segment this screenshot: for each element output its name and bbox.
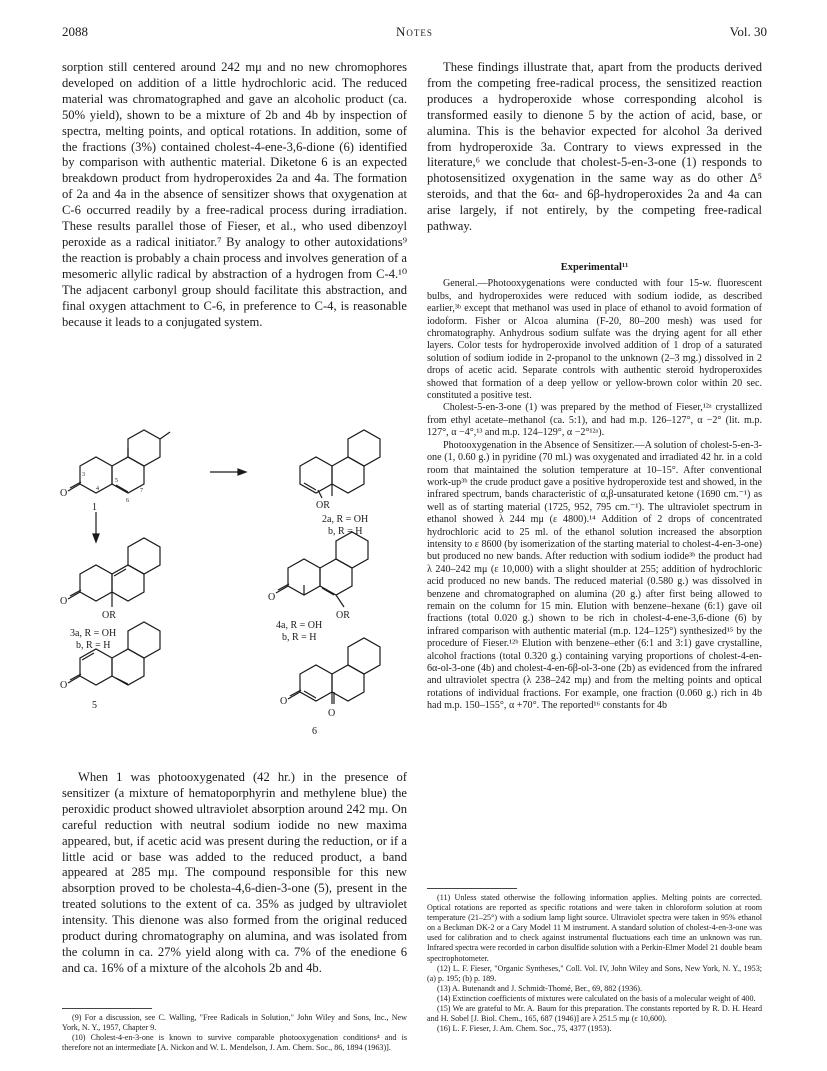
compound-3b-label: b, R = H xyxy=(76,640,111,651)
left-footnotes xyxy=(62,1013,407,1053)
footnote: (12) L. F. Fieser, "Organic Syntheses," Coll. Vol. IV, John Wiley and Sons, New York, N. Y., 1953; (a) p. 195; (b) p. 189. xyxy=(427,963,762,983)
paragraph: Cholest-5-en-3-one (1) was prepared by the method of Fieser,¹²ᵃ crystallized from ethyl acetate–methanol (ca. 5:1), and had m.p. 126–127°, α −2° (lit. m.p. 127°, α −4°,¹³ and m.p. 124–129°, α −2°¹²ᵃ). xyxy=(427,402,762,439)
footnote-rule xyxy=(427,888,517,889)
footnote: (11) Unless stated otherwise the following information applies. Melting points are corrected. Optical rotations are reported as specific rotations and were taken in chloroform solution at room temperature (21–25°) with a sodium lamp light source. Ultraviolet spectra were taken in 95% ethanol on a Beckman DK-2 or a Cary Model 11 M instrument. A standard solution of cholest-4-en-3-one was used for calibration and to check against instrumental fluctuations each time an unknown was run. Infrared spectra were recorded in carbon disulfide solution with a Perkin-Elmer Model 21 double beam spectrophotometer. xyxy=(427,893,762,963)
compound-5-label: 5 xyxy=(92,700,97,711)
atom-label-5: 5 xyxy=(115,478,118,484)
atom-label-o: O xyxy=(280,696,288,707)
right-footnotes xyxy=(427,893,762,1034)
compound-6-structure xyxy=(288,638,380,704)
compound-4a-label: 4a, R = OH xyxy=(276,620,323,631)
compound-4b-label: b, R = H xyxy=(282,632,317,643)
footnote: (16) L. F. Fieser, J. Am. Chem. Soc., 75, 4377 (1953). xyxy=(437,1024,612,1034)
section-heading: Experimental¹¹ xyxy=(560,262,629,273)
compound-1-label: 1 xyxy=(92,502,97,513)
footnote: (13) A. Butenandt and J. Schmidt-Thomé, Ber., 69, 882 (1936). xyxy=(437,983,643,993)
paragraph: General.—Photooxygenations were conducted with four 15-w. fluorescent bulbs, and hydroperoxides were reduced with sodium iodide, as described earlier,³ᵇ except that methanol was used in place of ethanol to avoid formation of iodoform. Fisher or Alcoa alumina (F-20, 80–200 mesh) was used for chromatography. Anhydrous sodium sulfate was the drying agent for all ether layers. Color tests for hydroperoxide involved addition of 1 drop of a saturated solution of sodium iodide in 2-propanol to the unknown (2–3 mg.) dissolved in 2 drops of acetic acid. Separate controls with authentic steroid hydroperoxides showed that formation of a deep yellow or yellow-brown color within 20 sec. constituted a positive test. xyxy=(427,278,762,402)
section-title: Notes xyxy=(396,24,433,39)
compound-1-structure xyxy=(68,430,170,493)
compound-3a-label: 3a, R = OH xyxy=(70,628,117,639)
page-header xyxy=(62,24,767,42)
page-number: 2088 xyxy=(62,24,88,39)
atom-label-or: OR xyxy=(336,610,350,621)
atom-label-o: O xyxy=(60,488,68,499)
footnote: (10) Cholest-4-en-3-one is known to survive comparable photooxygenation conditions⁴ and is therefore not an intermediate [A. Nickon and W. L. Mendelson, J. Am. Chem. Soc., 86, 1894 (1963)]. xyxy=(62,1033,407,1053)
atom-label-or: OR xyxy=(102,610,116,621)
compound-6-label: 6 xyxy=(312,726,317,737)
compound-4-structure xyxy=(276,532,368,607)
paragraph: sorption still centered around 242 mμ and no new chromophores developed on addition of a little hydrochloric acid. The reduced material was chromatographed and gave an alcoholic product (ca. 50% yield), shown to be a mixture of 2b and 4b by inspection of spectra, melting points, and optical rotations. In addition, some of the fractions (3%) contained cholest-4-ene-3,6-dione (6) identified by comparison with authentic material. Diketone 6 is an expected breakdown product from hydroperoxides 2a and 4a. The formation of 2a and 4a in the absence of sensitizer shows that oxygenation at C-6 occurred readily by a free-radical process during irradiation. These results parallel those of Fieser, et al., who used dibenzoyl peroxide as a radical initiator.⁷ By analogy to other autoxidations⁹ the reaction is probably a chain process and involves generation of a mesomeric allylic radical by abstraction of a hydrogen from C-4.¹⁰ The adjacent carbonyl group should facilitate this abstraction, and final oxygen attachment to C-6, in preference to C-4, is reasonable because it leads to a conjugated system. xyxy=(62,60,407,329)
compound-3-structure xyxy=(68,538,160,607)
volume-label: Vol. 30 xyxy=(729,24,767,39)
footnote: (9) For a discussion, see C. Walling, "Free Radicals in Solution," John Wiley and Sons, Inc., New York, N. Y., 1957, Chapter 9. xyxy=(62,1013,407,1033)
atom-label-7: 7 xyxy=(140,488,143,494)
atom-label-o: O xyxy=(328,708,336,719)
experimental-section xyxy=(427,262,762,713)
atom-label-or: OR xyxy=(316,500,330,511)
compound-2b-label: b, R = H xyxy=(328,526,363,537)
left-column-bottom xyxy=(62,770,407,977)
compound-2a-label: 2a, R = OH xyxy=(322,514,369,525)
atom-label-3: 3 xyxy=(82,472,85,478)
paragraph: When 1 was photooxygenated (42 hr.) in the presence of sensitizer (a mixture of hematoporphyrin and methylene blue) the peroxidic product showed ultraviolet absorption around 242 mμ. On careful reduction with neutral sodium iodide no new maxima appeared, but, if acetic acid was present during the reduction, or if a little acid or base was added to the reduced product, a band appeared at 285 mμ. The compound responsible for this new absorption proved to be cholesta-4,6-dien-3-one (5), present in the treated solutions to the extent of ca. 35% as judged by ultraviolet intensity. This dienone was also formed from the original reduced product during chromatography on alumina, and was isolated from the column in ca. 27% yield along with ca. 7% of the enedione 6 and ca. 16% of a mixture of the alcohols 2b and 4b. xyxy=(62,770,407,975)
atom-label-6: 6 xyxy=(126,498,129,504)
atom-label-4: 4 xyxy=(96,486,99,492)
atom-label-o: O xyxy=(60,596,68,607)
atom-label-o: O xyxy=(60,680,68,691)
footnote: (14) Extinction coefficients of mixtures were calculated on the basis of a molecular weight of 400. xyxy=(437,993,756,1003)
left-column-top xyxy=(62,60,407,330)
footnote: (15) We are grateful to Mr. A. Baum for this preparation. The constants reported by R. D. H. Heard and H. Sobel [J. Biol. Chem., 165, 687 (1946)] are λ 251.5 mμ (ε 10,600). xyxy=(427,1004,762,1024)
reaction-scheme xyxy=(60,412,410,767)
paragraph: Photooxygenation in the Absence of Sensitizer.—A solution of cholest-5-en-3-one (1, 0.60 g.) in pyridine (70 ml.) was oxygenated and irradiated 42 hr. in a cold room that maintained the solution temperature at 10–15°. After conventional work-up³ᵇ the crude product gave a positive hydroperoxide test and showed, in the infrared spectrum, bands characteristic of α,β-unsaturated ketone (1690 cm.⁻¹) as well as of starting material (1725, 952, 795 cm.⁻¹). The ultraviolet spectrum in ethanol showed λ 244 mμ (ε 4800).¹⁴ Addition of 2 drops of concentrated hydrochloric acid to 25 ml. of the ethanol solution increased the absorption intensity to ε 8600 (by isomerization of the starting material to cholest-4-en-3-one) but produced no new bands. After reduction with sodium iodide³ᵇ the product had λ 240–242 mμ (ε 10,000) with a slight shoulder at 255; addition of hydrochloric acid produced no new bands. The reduced material (0.580 g.) was dissolved in benzene and chromatographed on alumina (20 g.) after first being allowed to remain on the column for 15 min. Elution with benzene–hexane (6:1) gave oil fractions (total 0.020 g.) shown to be rich in cholest-4-ene-3,6-dione (6) by infrared comparison with authentic material (m.p. 124–125°) synthesized¹⁵ by the procedure of Fieser.¹²ᵇ Elution with benzene–ether (6:1 and 3:1) gave crystalline, alcohol fractions (total 0.320 g.) containing varying proportions of cholest-4-en-6α-ol-3-one (4b) and cholest-4-en-6β-ol-3-one (2b) as evidenced from the infrared and ultraviolet spectra (λ 238–242 mμ) and from the melting points and optical rotations of individual fractions. For example, one fraction (0.060 g.) rich in 4b had m.p. 150–155°, α +70°. The reported¹⁶ constants for 4b xyxy=(427,439,762,712)
right-column-top xyxy=(427,60,762,235)
atom-label-o: O xyxy=(268,592,276,603)
footnote-rule xyxy=(62,1008,152,1009)
compound-2-structure xyxy=(300,430,380,498)
paragraph: These findings illustrate that, apart from the products derived from the competing free-radical process, the sensitized reaction produces a hydroperoxide whose corresponding alcohol is transformed easily to dienone 5 by the action of acid, base, or alumina. This is the behavior expected for alcohol 3a derived from hydroperoxide 3a. Contrary to views expressed in the literature,⁶ we conclude that cholest-5-en-3-one (1) responds to photosensitized oxygenation in the same way as do other Δ⁵ steroids, and that the 6α- and 6β-hydroperoxides 2a and 4a can arise largely, if not entirely, by the competing free-radical pathway. xyxy=(427,60,762,234)
